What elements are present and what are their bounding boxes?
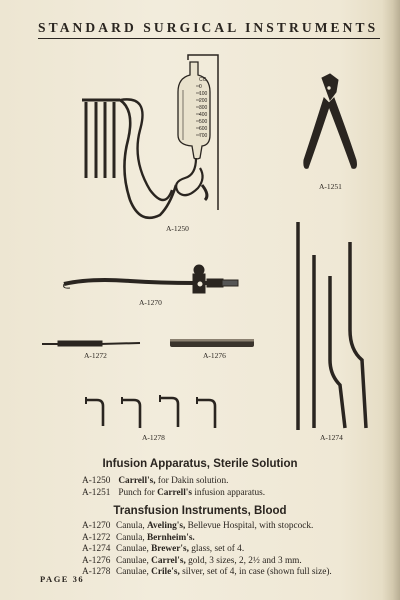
item-name: Aveling's, bbox=[146, 521, 186, 531]
item-code: A-1251 bbox=[82, 487, 111, 498]
aveling-canula-illustration bbox=[64, 265, 238, 293]
item-code: A-1276 bbox=[82, 555, 111, 566]
item-description: gold, 3 sizes, 2, 2½ and 3 mm. bbox=[185, 555, 302, 566]
item-description: Bellevue Hospital, with stopcock. bbox=[185, 521, 314, 531]
list-item bbox=[82, 533, 332, 545]
list-item bbox=[82, 567, 332, 579]
section-heading-infusion: Infusion Apparatus, Sterile Solution bbox=[102, 458, 298, 470]
figure-label-a1278: A-1278 bbox=[142, 433, 165, 442]
item-description: infusion apparatus. bbox=[192, 487, 266, 498]
brewer-canulae-illustration bbox=[298, 222, 366, 430]
item-code: A-1272 bbox=[82, 532, 111, 543]
flask-scale-label: 100 bbox=[199, 91, 208, 97]
crile-canulae-illustration bbox=[86, 395, 215, 428]
flask-scale-label: CC bbox=[199, 77, 207, 83]
item-description: silver, set of 4, in case (shown full size). bbox=[179, 567, 332, 578]
item-code: A-1270 bbox=[82, 521, 111, 531]
item-name: Carrell's, bbox=[118, 476, 156, 486]
item-prefix: Canula, bbox=[116, 532, 147, 543]
infusion-apparatus-illustration bbox=[82, 55, 218, 218]
bernheim-canula-illustration bbox=[42, 341, 140, 346]
item-name: Carrell's bbox=[157, 487, 193, 498]
item-prefix: Canulae, bbox=[116, 567, 152, 578]
item-code: A-1278 bbox=[82, 567, 111, 578]
item-prefix: Canulae, bbox=[116, 555, 152, 566]
figure-label-a1251: A-1251 bbox=[319, 182, 342, 191]
transfusion-item-list bbox=[82, 521, 332, 579]
list-item bbox=[82, 556, 332, 568]
figure-label-a1274: A-1274 bbox=[320, 433, 343, 442]
flask-scale-label: 400 bbox=[199, 112, 208, 118]
item-prefix: Canula, bbox=[116, 521, 147, 531]
punch-illustration bbox=[304, 74, 357, 168]
list-item bbox=[82, 544, 332, 556]
list-item bbox=[82, 476, 265, 488]
item-name: Carrel's, bbox=[151, 555, 186, 566]
carrel-canula-illustration bbox=[170, 339, 254, 347]
flask-scale-label: 600 bbox=[199, 126, 208, 132]
figure-label-a1270: A-1270 bbox=[139, 298, 162, 307]
page-header-title: STANDARD SURGICAL INSTRUMENTS bbox=[38, 20, 379, 35]
flask-scale-label: 0 bbox=[199, 84, 202, 90]
figure-label-a1250: A-1250 bbox=[166, 224, 189, 233]
section-heading-transfusion: Transfusion Instruments, Blood bbox=[113, 505, 287, 517]
item-code: A-1250 bbox=[82, 476, 111, 486]
item-description: for Dakin solution. bbox=[155, 476, 229, 486]
item-name: Bernheim's. bbox=[146, 532, 195, 543]
item-code: A-1274 bbox=[82, 544, 111, 555]
figure-label-a1276: A-1276 bbox=[203, 351, 226, 360]
flask-scale-label: 200 bbox=[199, 98, 208, 104]
flask-scale-label: 300 bbox=[199, 105, 208, 111]
flask-scale-label: 500 bbox=[199, 119, 208, 125]
figure-label-a1272: A-1272 bbox=[84, 351, 107, 360]
flask-scale bbox=[199, 77, 207, 140]
page-number: PAGE 36 bbox=[40, 574, 85, 584]
flask-scale-label: 700 bbox=[199, 133, 208, 139]
infusion-item-list bbox=[82, 476, 265, 499]
list-item bbox=[82, 488, 265, 500]
item-prefix: Canulae, bbox=[116, 544, 152, 555]
item-name: Crile's, bbox=[151, 567, 180, 578]
item-description: glass, set of 4. bbox=[188, 544, 245, 555]
item-description: Punch for bbox=[118, 487, 158, 498]
item-name: Brewer's, bbox=[151, 544, 189, 555]
list-item bbox=[82, 521, 332, 533]
